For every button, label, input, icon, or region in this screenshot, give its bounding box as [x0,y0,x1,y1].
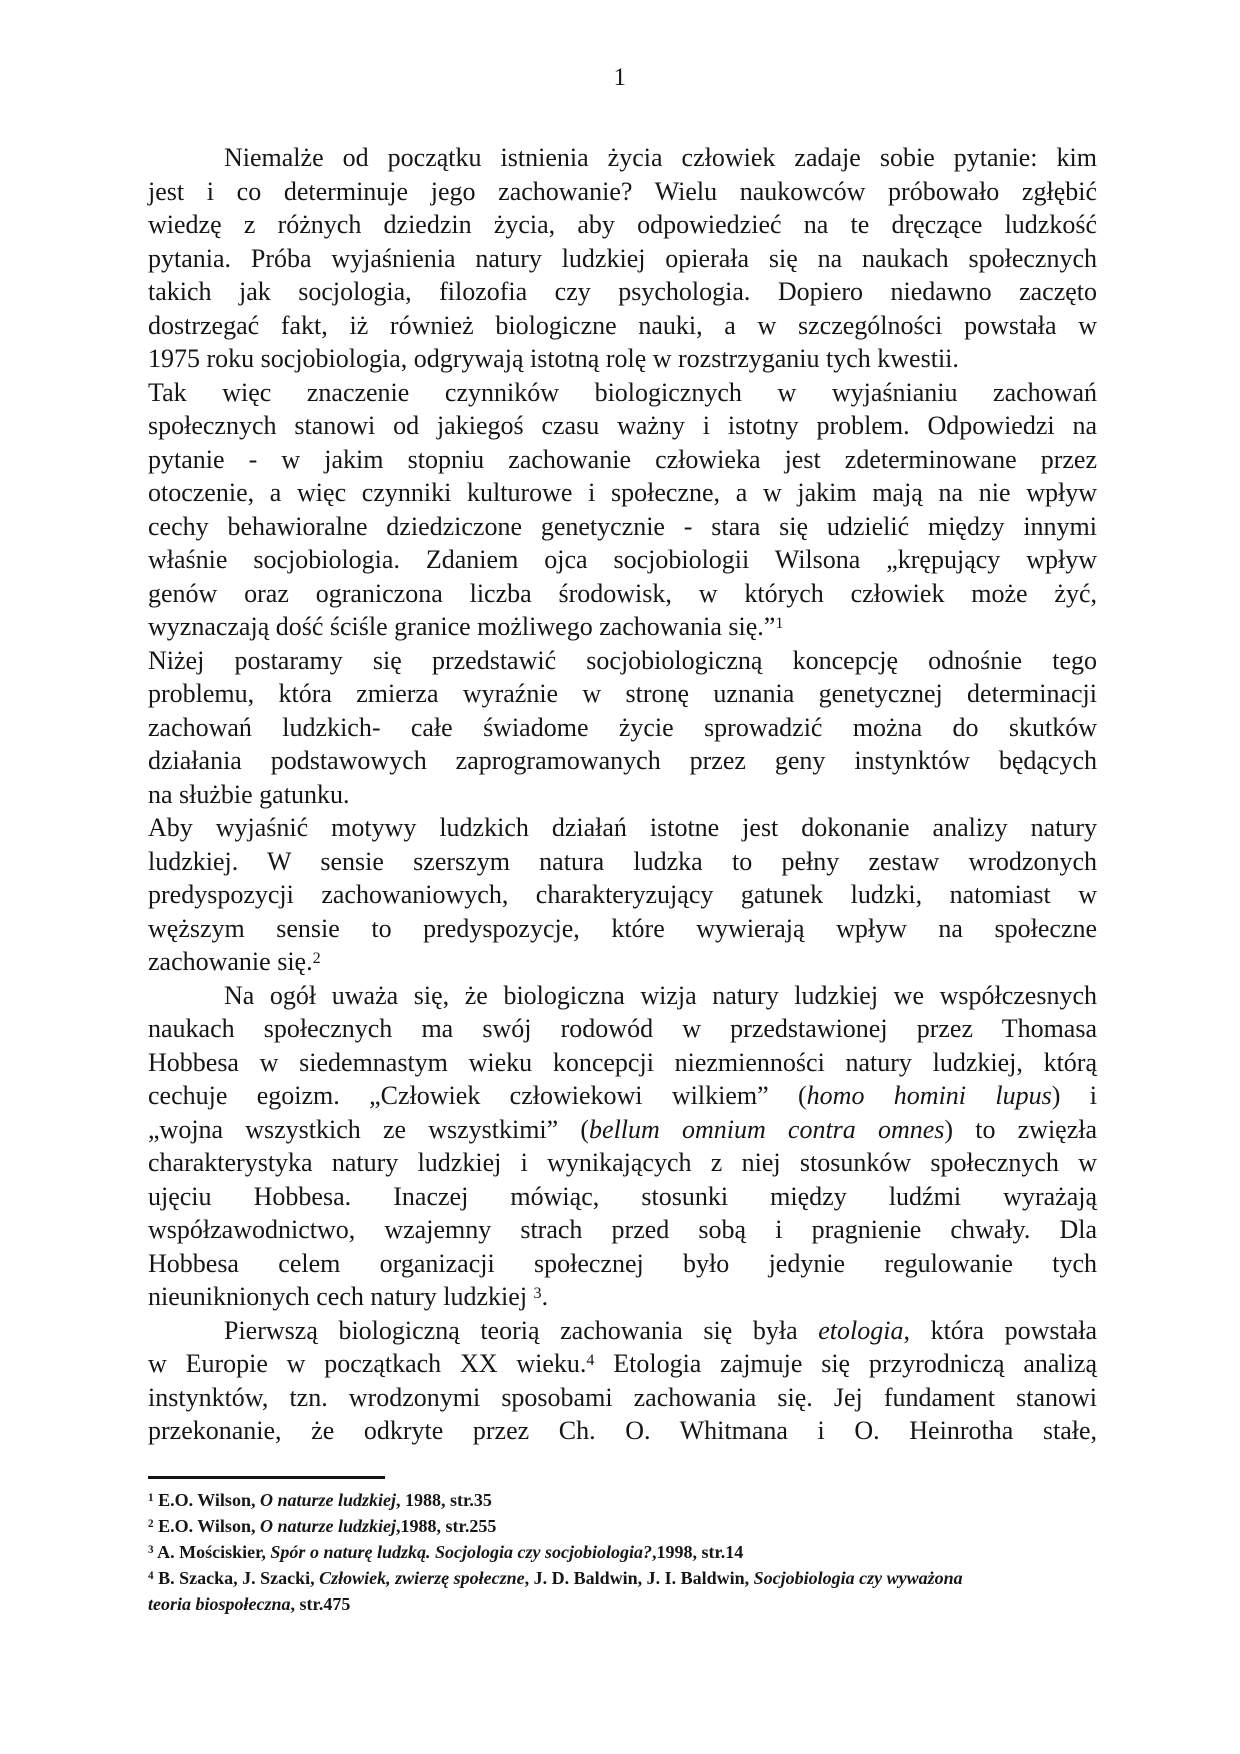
text-segment: naukach społecznych ma swój rodowód w przedstawionej przez Thomasa [148,1014,1097,1043]
text-segment: , 1988, str.35 [395,1490,492,1510]
footnote-ref: 4 [148,1569,154,1582]
paragraph [148,644,1097,812]
text-line [148,476,1097,510]
text-segment: cechy behawioralne dziedziczone genetycznie - stara się udzielić między innymi [148,511,1097,541]
text-line [148,1180,1097,1214]
text-line [148,275,1097,309]
text-line [148,1012,1097,1046]
italic-text-segment: O naturze ludzkiej [259,1516,396,1536]
text-segment: dostrzegać fakt, iż również biologiczne nauki, a w szczególności powstała w [148,310,1097,340]
text-segment: Niemalże od początku istnienia życia człowiek zadaje sobie pytanie: kim [224,143,1097,172]
text-segment: genów oraz ograniczona liczba środowisk, w których człowiek może żyć, [148,578,1097,608]
text-line [148,1247,1097,1281]
text-segment: współzawodnictwo, wzajemny strach przed sobą i pragnienie chwały. Dla [148,1215,1097,1244]
text-segment: 1975 roku socjobiologia, odgrywają istotną rolę w rozstrzyganiu tych kwestii. [148,344,959,373]
text-segment: Hobbesa w siedemnastym wieku koncepcji niezmienności natury ludzkiej, którą [148,1047,1097,1077]
text-segment: nieuniknionych cech natury ludzkiej [148,1282,534,1311]
text-segment: cechuje egoizm. „Człowiek człowiekowi wilkiem” ( [148,1081,807,1110]
footnote-ref: 2 [148,1517,154,1530]
footnote [148,1487,1097,1513]
text-line [148,677,1097,711]
text-segment: charakterystyka natury ludzkiej i wynikających z niej stosunków społecznych w [148,1148,1097,1177]
text-line [148,1146,1097,1180]
text-segment: wyznaczają dość ściśle granice możliwego zachowania się.” [148,612,776,641]
text-segment: A. Mościskier, [153,1542,271,1562]
footnote [148,1565,1097,1617]
text-line [148,711,1097,745]
italic-text-segment: homo homini lupus [806,1081,1052,1110]
text-line [148,644,1097,678]
text-line [148,1314,1097,1348]
footnote-ref: 1 [148,1491,154,1504]
text-segment: przekonanie, że odkryte przez Ch. O. Whitmana i O. Heinrotha stałe, [148,1416,1097,1445]
footnote-ref: 3 [148,1543,154,1556]
italic-text-segment: O naturze ludzkiej [259,1490,396,1510]
footnote-line [148,1513,1097,1539]
footnotes [148,1487,1097,1617]
text-segment: ludzkiej. W sensie szerszym natura ludzka to pełny zestaw wrodzonych [148,846,1097,876]
text-line [148,979,1097,1013]
text-segment: Etologia zajmuje się przyrodniczą analizą [594,1349,1098,1378]
text-segment: , str.475 [290,1594,351,1614]
document-body [148,141,1097,1448]
page-number: 1 [613,64,627,91]
text-segment: zachowań ludzkich- całe świadome życie sprowadzić można do skutków [148,712,1097,742]
text-line [148,845,1097,879]
text-segment: zachowanie się. [148,947,313,976]
text-segment: Aby wyjaśnić motywy ludzkich działań istotne jest dokonanie analizy natury [148,813,1097,842]
text-line [148,543,1097,577]
footnote-line [148,1591,1097,1617]
text-segment: ,1988, str.255 [395,1516,497,1536]
text-segment: . [541,1282,549,1311]
text-segment: instynktów, tzn. wrodzonymi sposobami zachowania się. Jej fundament stanowi [148,1382,1097,1412]
text-segment: E.O. Wilson, [153,1490,260,1510]
footnote-line [148,1565,1097,1591]
text-segment: otoczenie, a więc czynniki kulturowe i społeczne, a w jakim mają na nie wpływ [148,478,1097,507]
text-segment: pytania. Próba wyjaśnienia natury ludzkiej opierała się na naukach społecznych [148,243,1097,273]
text-line [148,744,1097,778]
text-line [148,1079,1097,1113]
paragraph [148,811,1097,979]
footnote-ref: 3 [533,1284,542,1302]
text-segment: ) i [1051,1081,1097,1110]
paragraph [148,1314,1097,1448]
text-line [148,878,1097,912]
text-line [148,811,1097,845]
italic-text-segment: Socjobiologia czy wyważona [753,1568,963,1588]
footnote-ref: 4 [586,1351,595,1369]
text-line [148,610,1097,644]
text-segment: społecznych stanowi od jakiegoś czasu ważny i istotny problem. Odpowiedzi na [148,411,1097,440]
text-segment: właśnie socjobiologia. Zdaniem ojca socjobiologii Wilsona „krępujący wpływ [148,545,1097,574]
italic-text-segment: Człowiek, zwierzę społeczne [319,1568,525,1588]
text-line [148,175,1097,209]
footnote [148,1513,1097,1539]
footnote-separator [148,1476,385,1479]
text-line [148,376,1097,410]
text-segment: takich jak socjologia, filozofia czy psychologia. Dopiero niedawno zaczęto [148,277,1097,306]
text-line [148,1113,1097,1147]
text-line [148,1213,1097,1247]
text-segment: Hobbesa celem organizacji społecznej było jedynie regulowanie tych [148,1248,1097,1278]
text-segment: Na ogół uważa się, że biologiczna wizja natury ludzkiej we współczesnych [224,980,1097,1010]
text-line [148,1280,1097,1314]
text-segment: wiedzę z różnych dziedzin życia, aby odpowiedzieć na te dręczące ludzkość [148,210,1097,239]
text-line [148,945,1097,979]
text-line [148,443,1097,477]
text-line [148,1347,1097,1381]
text-line [148,778,1097,812]
text-segment: w Europie w początkach XX wieku. [148,1349,587,1378]
italic-text-segment: bellum omnium contra omnes [589,1114,945,1144]
text-segment: na służbie gatunku. [148,779,350,809]
italic-text-segment: etologia [818,1315,904,1345]
footnote [148,1539,1097,1565]
footnote-line [148,1539,1097,1565]
text-segment: Niżej postaramy się przedstawić socjobiologiczną koncepcję odnośnie tego [148,645,1097,675]
text-line [148,242,1097,276]
text-segment: problemu, która zmierza wyraźnie w stronę uznania genetycznej determinacji [148,679,1097,708]
text-segment: B. Szacka, J. Szacki, [153,1568,320,1588]
text-segment: ,1998, str.14 [651,1542,744,1562]
text-line [148,577,1097,611]
text-line [148,208,1097,242]
text-line [148,1381,1097,1415]
italic-text-segment: teoria biospołeczna [148,1594,291,1614]
text-segment: E.O. Wilson, [153,1516,260,1536]
text-line [148,409,1097,443]
text-segment: „wojna wszystkich ze wszystkimi” ( [148,1114,590,1144]
text-line [148,342,1097,376]
footnote-line [148,1487,1097,1513]
footnote-ref: 1 [775,614,784,632]
text-line [148,912,1097,946]
text-segment: działania podstawowych zaprogramowanych przez geny instynktów będących [148,746,1097,775]
text-segment: Tak więc znaczenie czynników biologicznych w wyjaśnianiu zachowań [148,377,1097,407]
text-segment: , która powstała [903,1315,1097,1345]
text-segment: predyspozycji zachowaniowych, charakteryzujący gatunek ludzki, natomiast w [148,880,1097,909]
text-line [148,141,1097,175]
text-segment: Pierwszą biologiczną teorią zachowania się była [224,1315,819,1345]
footnote-ref: 2 [312,949,321,967]
paragraph [148,979,1097,1314]
text-segment: ujęciu Hobbesa. Inaczej mówiąc, stosunki między ludźmi wyrażają [148,1181,1097,1211]
italic-text-segment: Spór o naturę ludzką. Socjologia czy socjobiologia? [270,1542,652,1562]
paragraph [148,376,1097,644]
text-segment: ) to zwięzła [944,1114,1098,1144]
text-segment: pytanie - w jakim stopniu zachowanie człowieka jest zdeterminowane przez [148,444,1097,474]
text-segment: jest i co determinuje jego zachowanie? Wielu naukowców próbowało zgłębić [148,176,1097,206]
text-line [148,1046,1097,1080]
text-segment: węższym sensie to predyspozycje, które wywierają wpływ na społeczne [148,913,1097,943]
text-line [148,1414,1097,1448]
text-line [148,510,1097,544]
text-segment: , J. D. Baldwin, J. I. Baldwin, [524,1568,754,1588]
text-line [148,309,1097,343]
paragraph [148,141,1097,376]
